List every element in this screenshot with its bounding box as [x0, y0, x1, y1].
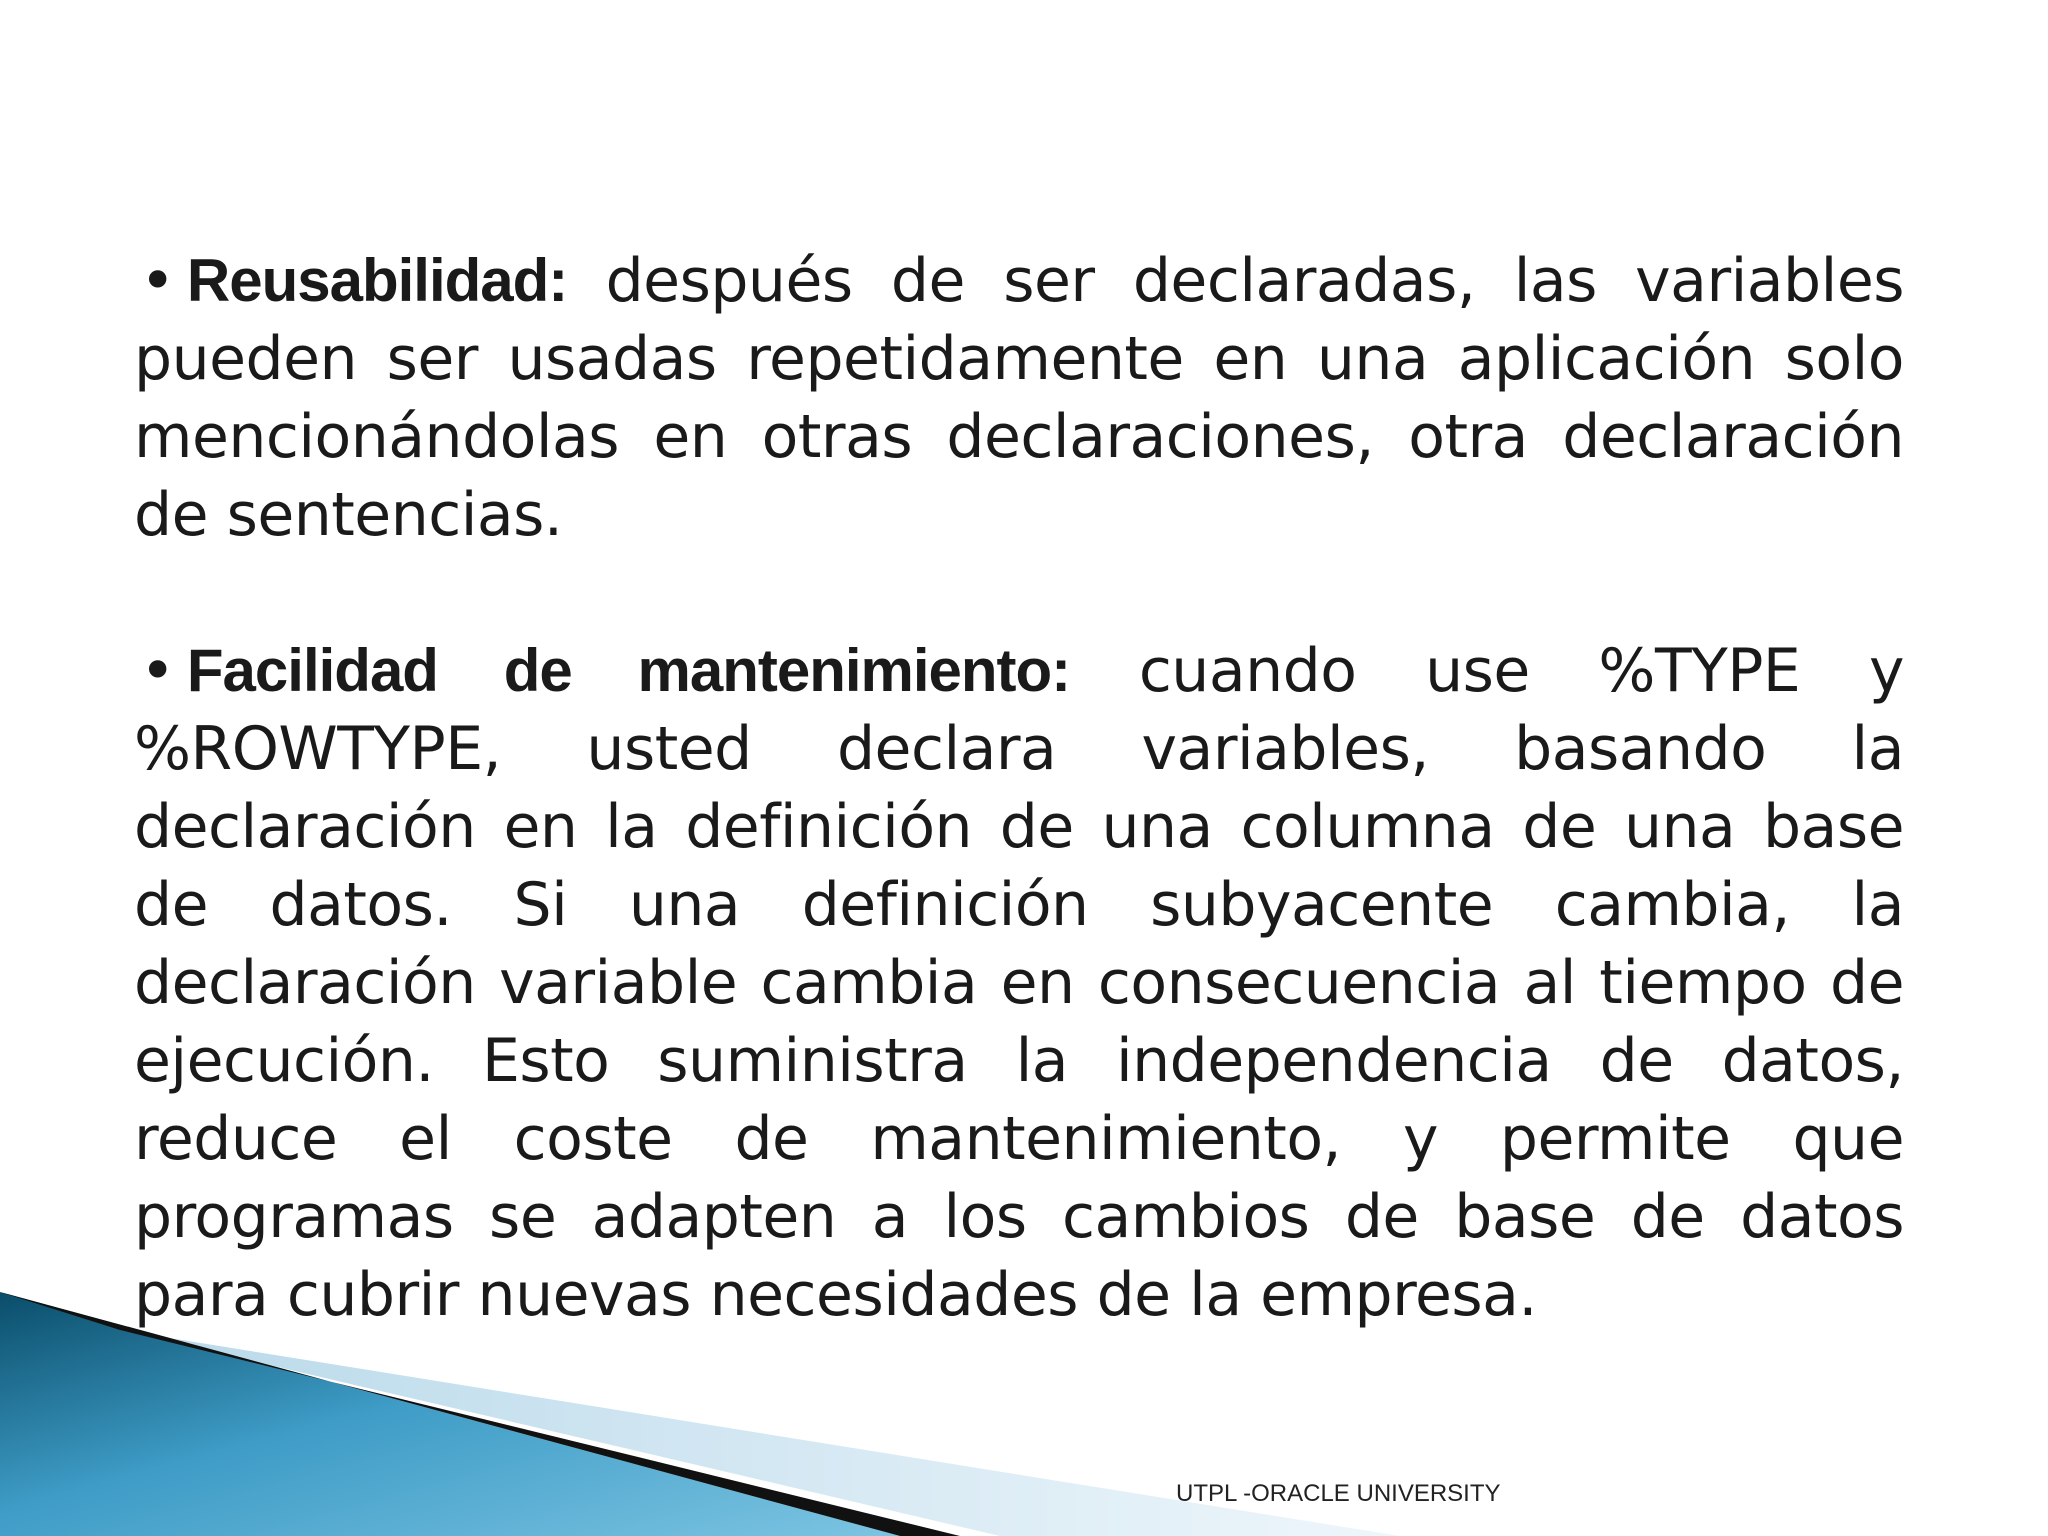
- bullet-marker: •: [140, 636, 175, 706]
- paragraph-text: después de ser declaradas, las variables pueden ser usadas repetidamente en una aplicación solo mencionándolas en otras declaraciones, otra declaración de sentencias.: [134, 246, 1904, 550]
- term-reusabilidad: Reusabilidad:: [186, 247, 568, 314]
- bullet-marker: •: [140, 246, 175, 316]
- term-mantenimiento: Facilidad de mantenimiento:: [186, 637, 1071, 704]
- footer-label: UTPL -ORACLE UNIVERSITY: [1176, 1480, 1501, 1507]
- paragraph-text: cuando use %TYPE y %ROWTYPE, usted declara variables, basando la declaración en la definición de una columna de una base de datos. Si una definición subyacente cambia, la declaración variable cambia en consecuencia al tiempo de ejecución. Esto suministra la independencia de datos, reduce el coste de mantenimiento, y permite que programas se adapten a los cambios de base de datos para cubrir nuevas necesidades de la empresa.: [134, 636, 1904, 1330]
